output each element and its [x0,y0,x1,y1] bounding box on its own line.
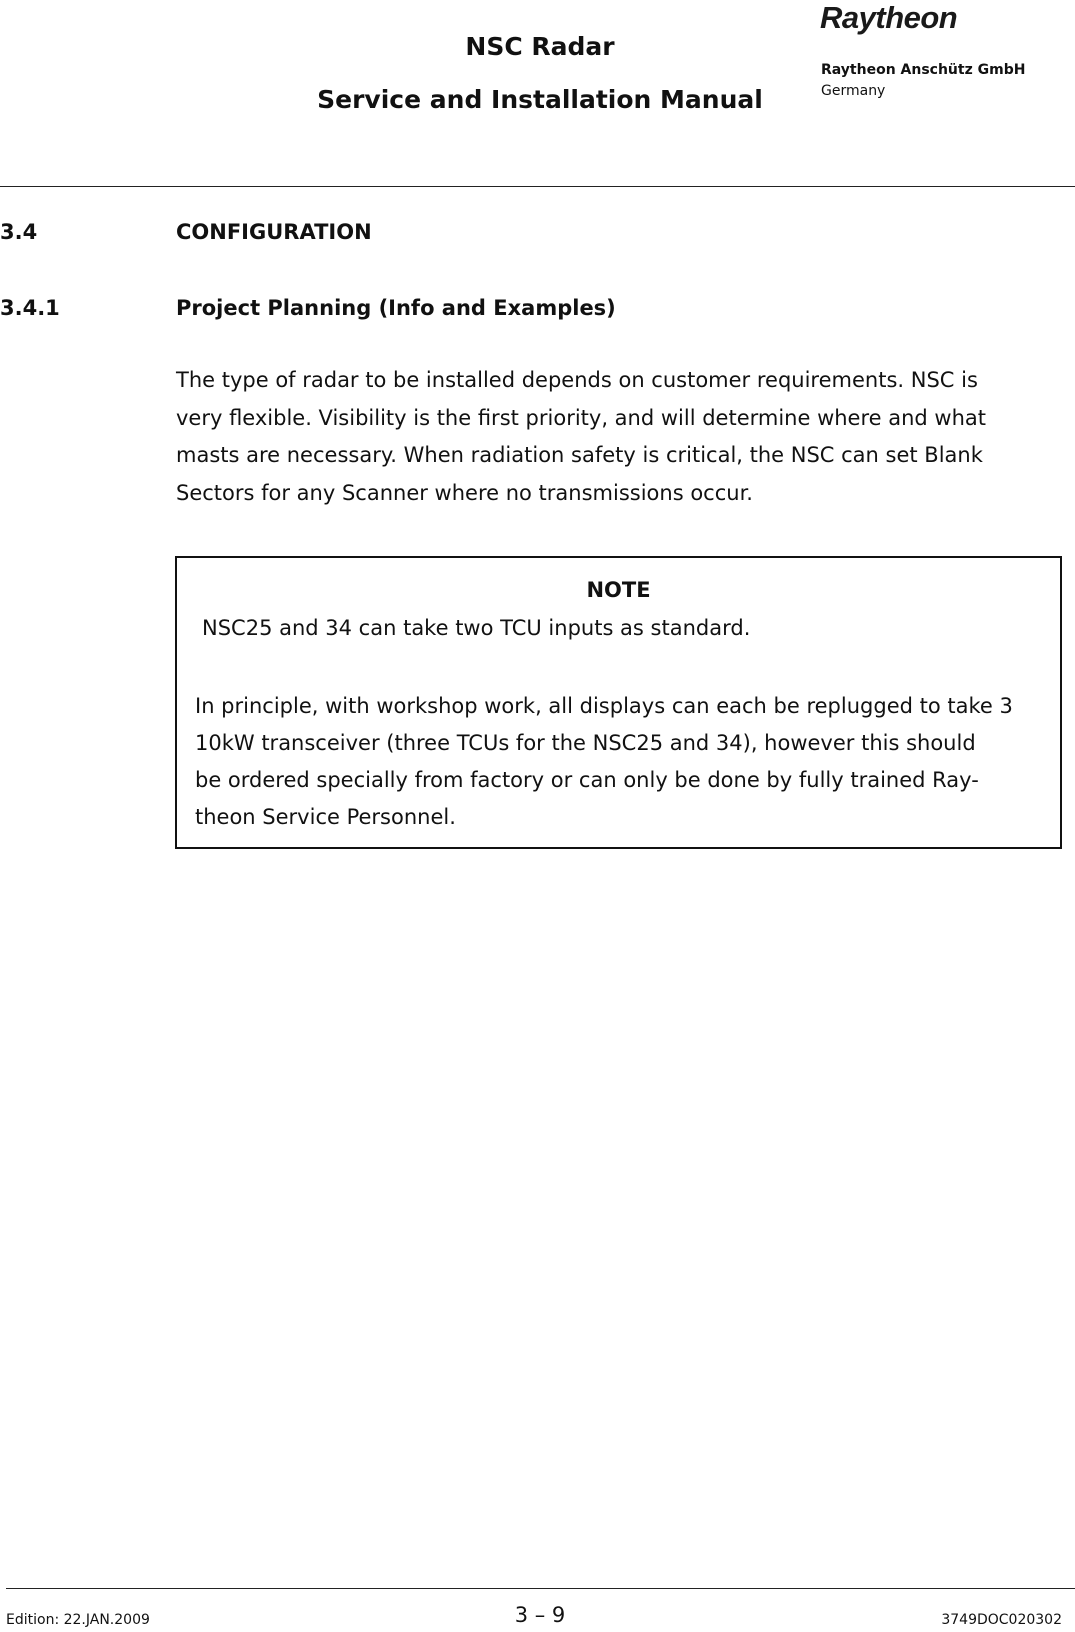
note-line: In principle, with workshop work, all displays can each be replugged to take 3 [195,694,1013,718]
document-title: NSC Radar [465,32,615,61]
edition-date: Edition: 22.JAN.2009 [6,1612,150,1628]
body-paragraph [176,362,1056,512]
footer-divider [6,1588,1075,1589]
note-paragraph [195,688,1055,836]
note-text: NSC25 and 34 can take two TCU inputs as standard. [202,616,751,640]
body-line: masts are necessary. When radiation safety is critical, the NSC can set Blank [176,443,983,467]
section-title: CONFIGURATION [176,220,372,244]
document-subtitle: Service and Installation Manual [317,85,763,114]
company-country: Germany [821,83,886,99]
note-heading: NOTE [586,578,651,602]
page-number: 3 – 9 [514,1603,566,1627]
header-divider [0,186,1075,187]
body-line: The type of radar to be installed depends on customer requirements. NSC is [176,368,978,392]
subsection-number: 3.4.1 [0,296,60,320]
subsection-title: Project Planning (Info and Examples) [176,296,616,320]
document-number: 3749DOC020302 [941,1612,1062,1628]
body-line: very flexible. Visibility is the first priority, and will determine where and what [176,405,987,430]
body-line: Sectors for any Scanner where no transmissions occur. [176,480,753,505]
note-line: be ordered specially from factory or can only be done by fully trained Ray- [195,768,979,792]
raytheon-logo: Raytheon [820,0,958,35]
company-name: Raytheon Anschütz GmbH [821,62,1026,78]
section-number: 3.4 [0,220,38,244]
note-line: 10kW transceiver (three TCUs for the NSC25 and 34), however this should [195,731,976,755]
note-line: theon Service Personnel. [195,805,456,829]
note-box [175,556,1062,849]
